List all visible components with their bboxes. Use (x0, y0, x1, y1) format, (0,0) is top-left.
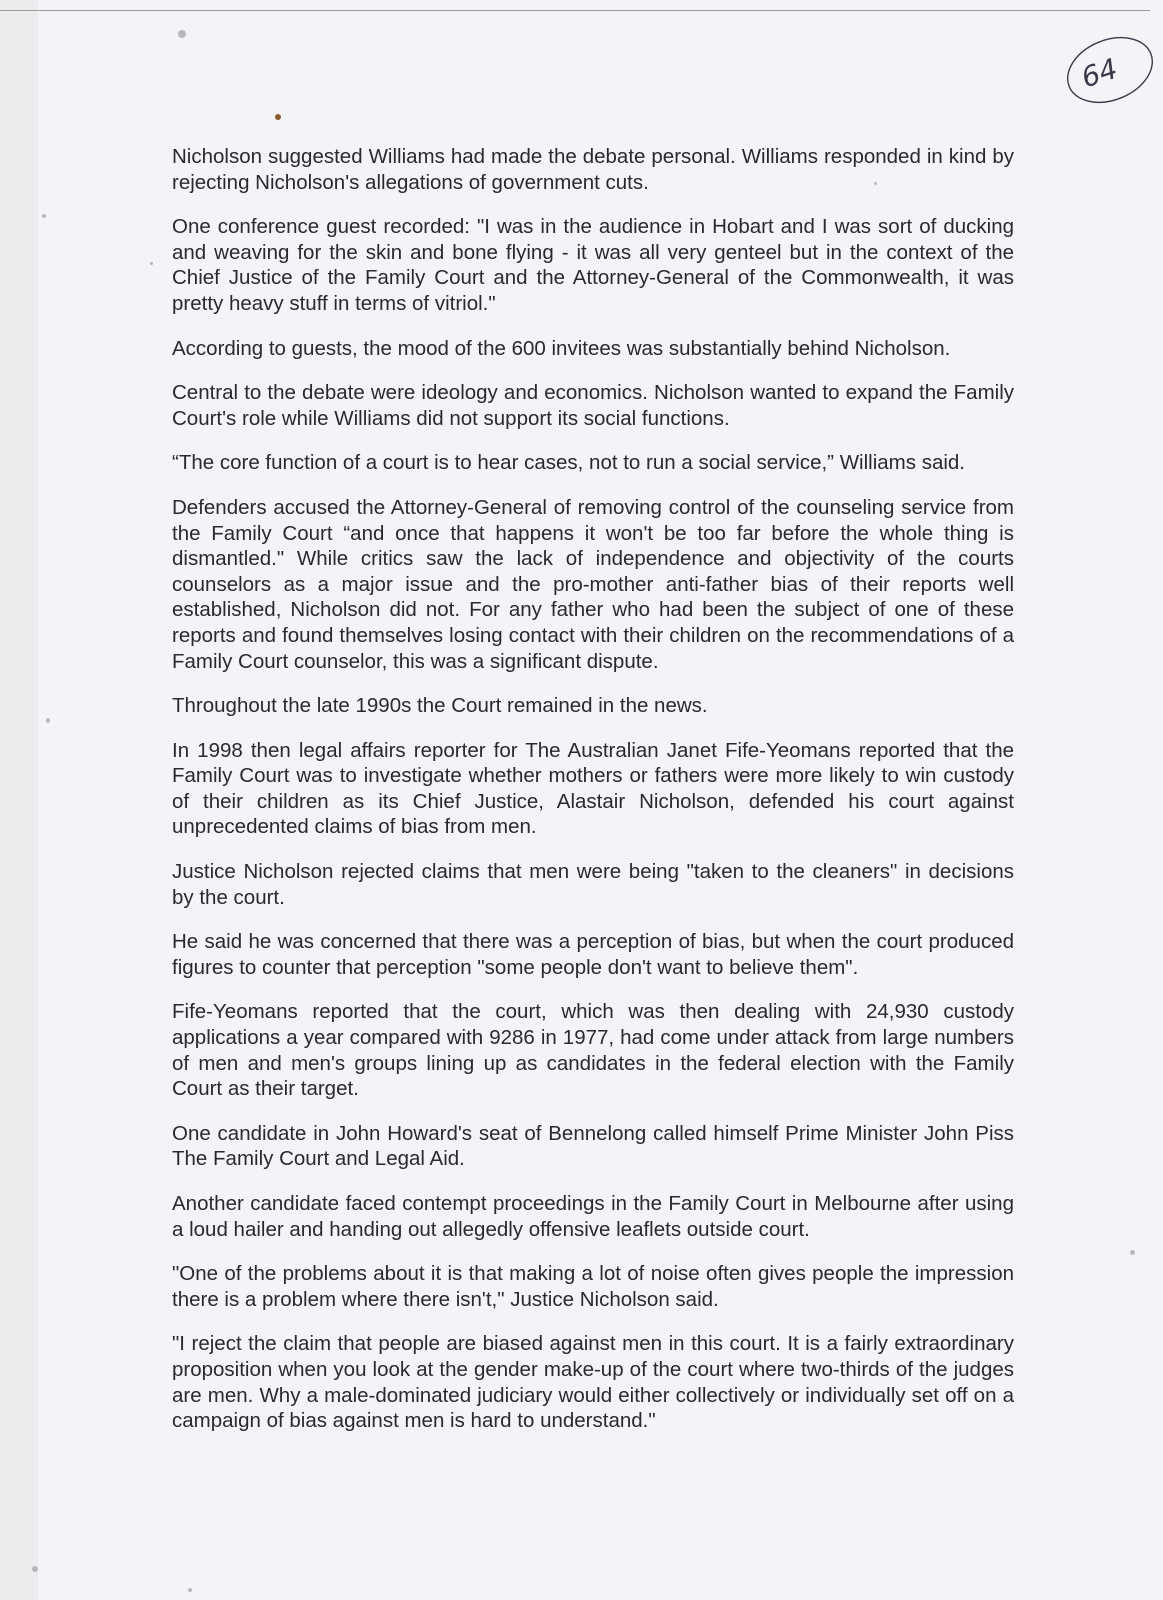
paragraph: Throughout the late 1990s the Court remained in the news. (172, 694, 708, 718)
paragraph: Central to the debate were ideology and economics. Nicholson wanted to expand the Family Court's role while Williams did not support its social functions. (172, 381, 1014, 430)
scan-speck (178, 30, 186, 38)
paragraph: Defenders accused the Attorney-General of removing control of the counseling service from the Family Court “and once that happens it won't be too far before the whole thing is dismantled." While critics saw the lack of independence and objectivity of the courts counselors as a major issue and the pro-mother anti-father bias of their reports well established, Nicholson did not. For any father who had been the subject of one of these reports and found themselves losing contact with their children on the recommendations of a Family Court counselor, this was a significant dispute. (172, 495, 1014, 673)
paragraph: "I reject the claim that people are biased against men in this court. It is a fairly extraordinary proposition when you look at the gender make-up of the court where two-thirds of the judges are men. Why a male-dominated judiciary would either collectively or individually set off on a campaign of bias against men is hard to understand." (172, 1332, 1014, 1433)
paragraph: Another candidate faced contempt proceedings in the Family Court in Melbourne after using a loud hailer and handing out allegedly offensive leaflets outside court. (172, 1192, 1014, 1241)
left-margin-strip (0, 0, 38, 1600)
paragraph: “The core function of a court is to hear cases, not to run a social service,” Williams said. (172, 451, 965, 475)
paragraph: According to guests, the mood of the 600 invitees was substantially behind Nicholson. (172, 336, 951, 360)
paragraph: One candidate in John Howard's seat of Bennelong called himself Prime Minister John Piss The Family Court and Legal Aid. (172, 1121, 1014, 1171)
paragraph: Justice Nicholson rejected claims that men were being "taken to the cleaners" in decisions by the court. (172, 860, 1014, 909)
paragraph: In 1998 then legal affairs reporter for The Australian Janet Fife-Yeomans reported that the Family Court was to investigate whether mothers or fathers were more likely to win custody of their children as its Chief Justice, Alastair Nicholson, defended his court against unprecedented claims of bias from men. (172, 738, 1014, 839)
scan-speck (188, 1588, 192, 1592)
page-number-stamp (1058, 28, 1158, 110)
paragraph: Nicholson suggested Williams had made the debate personal. Williams responded in kind by rejecting Nicholson's allegations of government cuts. (172, 145, 1014, 194)
scan-speck (1130, 1250, 1135, 1255)
top-edge-line (0, 10, 1150, 11)
scan-speck (32, 1566, 38, 1572)
paragraph: Fife-Yeomans reported that the court, which was then dealing with 24,930 custody applications a year compared with 9286 in 1977, had come under attack from large numbers of men and men's groups lining up as candidates in the federal election with the Family Court as their target. (172, 1000, 1014, 1101)
handwritten-circle-icon (1058, 28, 1158, 110)
page-number-mark: 64 (1077, 51, 1122, 95)
paragraph: One conference guest recorded: "I was in the audience in Hobart and I was sort of ducking and weaving for the skin and bone flying - it was all very genteel but in the context of the Chief Justice of the Family Court and the Attorney-General of the Commonwealth, it was pretty heavy stuff in terms of vitriol." (172, 215, 1014, 315)
paragraph: He said he was concerned that there was a perception of bias, but when the court produced figures to counter that perception "some people don't want to believe them". (172, 930, 1014, 979)
scan-speck (46, 718, 50, 723)
bullet-mark (275, 114, 281, 120)
paragraph: "One of the problems about it is that making a lot of noise often gives people the impression there is a problem where there isn't," Justice Nicholson said. (172, 1262, 1014, 1311)
scan-speck (150, 262, 153, 265)
scan-speck (42, 214, 46, 218)
document-body (172, 144, 1014, 1453)
